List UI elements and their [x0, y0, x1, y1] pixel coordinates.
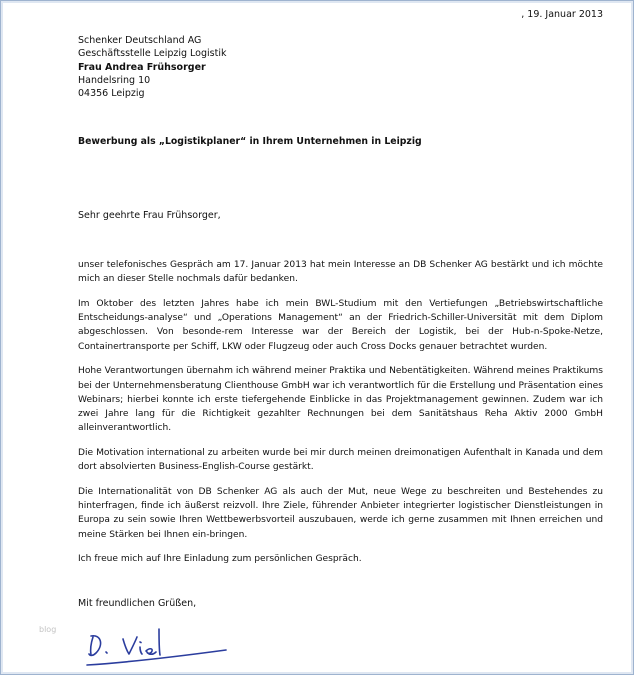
body-paragraph: unser telefonisches Gespräch am 17. Januar 2013 hat mein Interesse an DB Schenker AG bestärkt und ich möchte mich an dieser Stelle nochmals dafür bedanken.	[78, 260, 603, 285]
recipient-company: Schenker Deutschland AG	[78, 35, 202, 46]
body-paragraph: Im Oktober des letzten Jahres habe ich mein BWL-Studium mit den Vertiefungen „Betriebswirtschaftliche Entscheidungs-analyse“ und „Operations Management“ an der Friedrich-Schiller-Universität mit dem Diplom abgeschlossen. Von besonde-rem Interesse war der Bereich der Logistik, bei der Hub-n-Spoke-Netze, Containertransporte per Schiff, LKW oder Flugzeug oder auch Cross Docks genauer betrachtet wurden.	[78, 299, 603, 352]
body-paragraph: Die Motivation international zu arbeiten wurde bei mir durch meinen dreimonatigen Aufenthalt in Kanada und dem dort absolvierten Business-English-Course gestärkt.	[78, 448, 603, 473]
signature-stroke	[140, 647, 142, 654]
body-paragraph: Hohe Verantwortungen übernahm ich während meiner Praktika und Nebentätigkeiten. Während meines Praktikums bei der Unternehmensberatung Clienthouse GmbH war ich verantwortlich für die Erstellung und Präsentation eines Webinars; hierbei konnte ich erste tiefergehende Einblicke in das Projektmanagement gewinnen. Zudem war ich zwei Jahre lang für die Richtigkeit gezahlter Rechnungen bei dem Sanitätshaus Reha Aktiv 2000 GmbH alleinverantwortlich.	[78, 366, 603, 434]
letter-closing: Mit freundlichen Grüßen,	[78, 598, 197, 609]
signature-stroke	[140, 642, 141, 643]
recipient-branch: Geschäftsstelle Leipzig Logistik	[78, 48, 227, 60]
signature-stroke	[123, 637, 137, 654]
recipient-address	[78, 34, 226, 100]
letter-body	[78, 258, 603, 577]
recipient-city: 04356 Leipzig	[78, 88, 145, 100]
recipient-contact: Frau Andrea Frühsorger	[78, 61, 206, 73]
signature-stroke	[159, 629, 160, 655]
signature-stroke	[146, 649, 156, 655]
handwritten-signature	[79, 619, 239, 669]
letter-subject: Bewerbung als „Logistikplaner“ in Ihrem Unternehmen in Leipzig	[78, 136, 422, 147]
signature-stroke	[91, 637, 93, 655]
signature-stroke	[106, 652, 107, 653]
body-paragraph: Die Internationalität von DB Schenker AG als auch der Mut, neue Wege zu beschreiten und Bestehendes zu hinterfragen, finde ich äußerst reizvoll. Ihre Ziele, führender Anbieter integrierter logistischer Dienstleistungen in Europa zu sein sowie Ihren Wettbewerbsvorteil auszubauen, werde ich gerne zusammen mit Ihnen erreichen und meine Stärken bei Ihnen ein-bringen.	[78, 487, 603, 540]
letter-date: , 19. Januar 2013	[521, 9, 603, 20]
body-paragraph: Ich freue mich auf Ihre Einladung zum persönlichen Gespräch.	[78, 554, 362, 565]
letter-salutation: Sehr geehrte Frau Frühsorger,	[78, 210, 221, 221]
recipient-street: Handelsring 10	[78, 74, 151, 86]
watermark-text: blog	[39, 625, 57, 634]
